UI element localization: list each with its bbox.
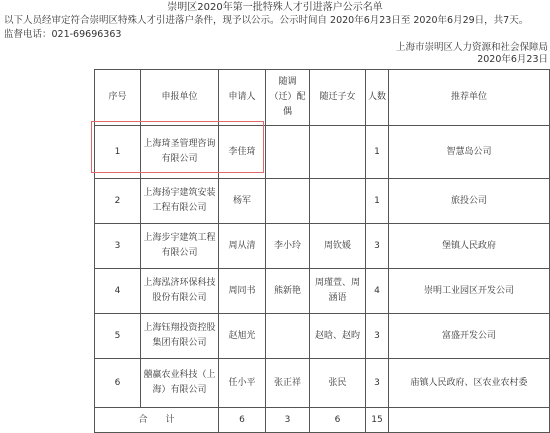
table-row bbox=[95, 269, 550, 314]
table-cell bbox=[266, 126, 310, 179]
table-cell: 6 bbox=[95, 359, 141, 408]
table-total-row bbox=[95, 408, 550, 433]
table-cell: 3 bbox=[366, 224, 389, 269]
issuing-organization: 上海市崇明区人力资源和社会保障局 bbox=[395, 42, 548, 53]
table-cell: 3 bbox=[366, 314, 389, 359]
table-cell: 周同书 bbox=[219, 269, 266, 314]
header-cell: 申请人 bbox=[219, 70, 266, 126]
table-cell: 周瑾萱、周涵语 bbox=[310, 269, 366, 314]
table-cell: 庙镇人民政府、区农业农村委 bbox=[389, 359, 550, 408]
header-cell: 随调（迁）配偶 bbox=[266, 70, 310, 126]
document-title: 崇明区2020年第一批特殊人才引进落户公示名单 bbox=[167, 2, 383, 13]
table-cell: 上海钰翔投资控股集团有限公司 bbox=[141, 314, 219, 359]
talent-roster-table bbox=[94, 69, 550, 433]
table-row bbox=[95, 314, 550, 359]
table-cell: 李佳琦 bbox=[219, 126, 266, 179]
table-cell: 周钦媛 bbox=[310, 224, 366, 269]
total-children: 6 bbox=[310, 408, 366, 433]
table-cell: 上海扬宇建筑安装工程有限公司 bbox=[141, 179, 219, 224]
table-cell: 囍赢农业科技（上海）有限公司 bbox=[141, 359, 219, 408]
table-cell: 2 bbox=[95, 179, 141, 224]
table-cell bbox=[266, 179, 310, 224]
total-empty-cell bbox=[389, 408, 550, 433]
supervision-phone: 监督电话：021-69696363 bbox=[4, 29, 122, 40]
table-cell: 周从清 bbox=[219, 224, 266, 269]
table-cell: 李小玲 bbox=[266, 224, 310, 269]
table-cell: 杨军 bbox=[219, 179, 266, 224]
table-cell: 5 bbox=[95, 314, 141, 359]
table-cell: 崇明工业园区开发公司 bbox=[389, 269, 550, 314]
total-applicants: 6 bbox=[219, 408, 266, 433]
total-spouses: 3 bbox=[266, 408, 310, 433]
table-cell: 堡镇人民政府 bbox=[389, 224, 550, 269]
table-cell: 上海琦圣管理咨询有限公司 bbox=[141, 126, 219, 179]
table-cell: 张正祥 bbox=[266, 359, 310, 408]
intro-text: 以下人员经审定符合崇明区特殊人才引进落户条件，现予以公示。公示时间自 2020年6月23日至 2020年6月29日，共7天。 bbox=[4, 15, 529, 26]
table-cell: 1 bbox=[366, 179, 389, 224]
table-header-row bbox=[95, 70, 550, 126]
table-cell: 熊新艳 bbox=[266, 269, 310, 314]
header-cell: 随迁子女 bbox=[310, 70, 366, 126]
table-cell: 1 bbox=[366, 126, 389, 179]
table-row bbox=[95, 126, 550, 179]
header-cell: 人数 bbox=[366, 70, 389, 126]
table-cell: 任小平 bbox=[219, 359, 266, 408]
table-cell: 赵旭光 bbox=[219, 314, 266, 359]
table-row bbox=[95, 179, 550, 224]
total-label: 合 计 bbox=[95, 408, 219, 433]
table-cell: 赵晗、赵昀 bbox=[310, 314, 366, 359]
table-row bbox=[95, 224, 550, 269]
header-cell: 推荐单位 bbox=[389, 70, 550, 126]
header-cell: 申报单位 bbox=[141, 70, 219, 126]
table-cell: 上海步宇建筑工程有限公司 bbox=[141, 224, 219, 269]
table-cell bbox=[266, 314, 310, 359]
table-cell bbox=[310, 126, 366, 179]
table-cell: 4 bbox=[95, 269, 141, 314]
table-cell: 富盛开发公司 bbox=[389, 314, 550, 359]
table-cell: 4 bbox=[366, 269, 389, 314]
table-cell: 旅投公司 bbox=[389, 179, 550, 224]
table-cell bbox=[310, 179, 366, 224]
table-row bbox=[95, 359, 550, 408]
table-cell: 3 bbox=[95, 224, 141, 269]
total-people: 15 bbox=[366, 408, 389, 433]
table-cell: 1 bbox=[95, 126, 141, 179]
table-cell: 上海泓济环保科技股份有限公司 bbox=[141, 269, 219, 314]
issue-date: 2020年6月23日 bbox=[477, 54, 548, 65]
table-cell: 智慧岛公司 bbox=[389, 126, 550, 179]
table-cell: 3 bbox=[366, 359, 389, 408]
table-cell: 张民 bbox=[310, 359, 366, 408]
header-cell: 序号 bbox=[95, 70, 141, 126]
